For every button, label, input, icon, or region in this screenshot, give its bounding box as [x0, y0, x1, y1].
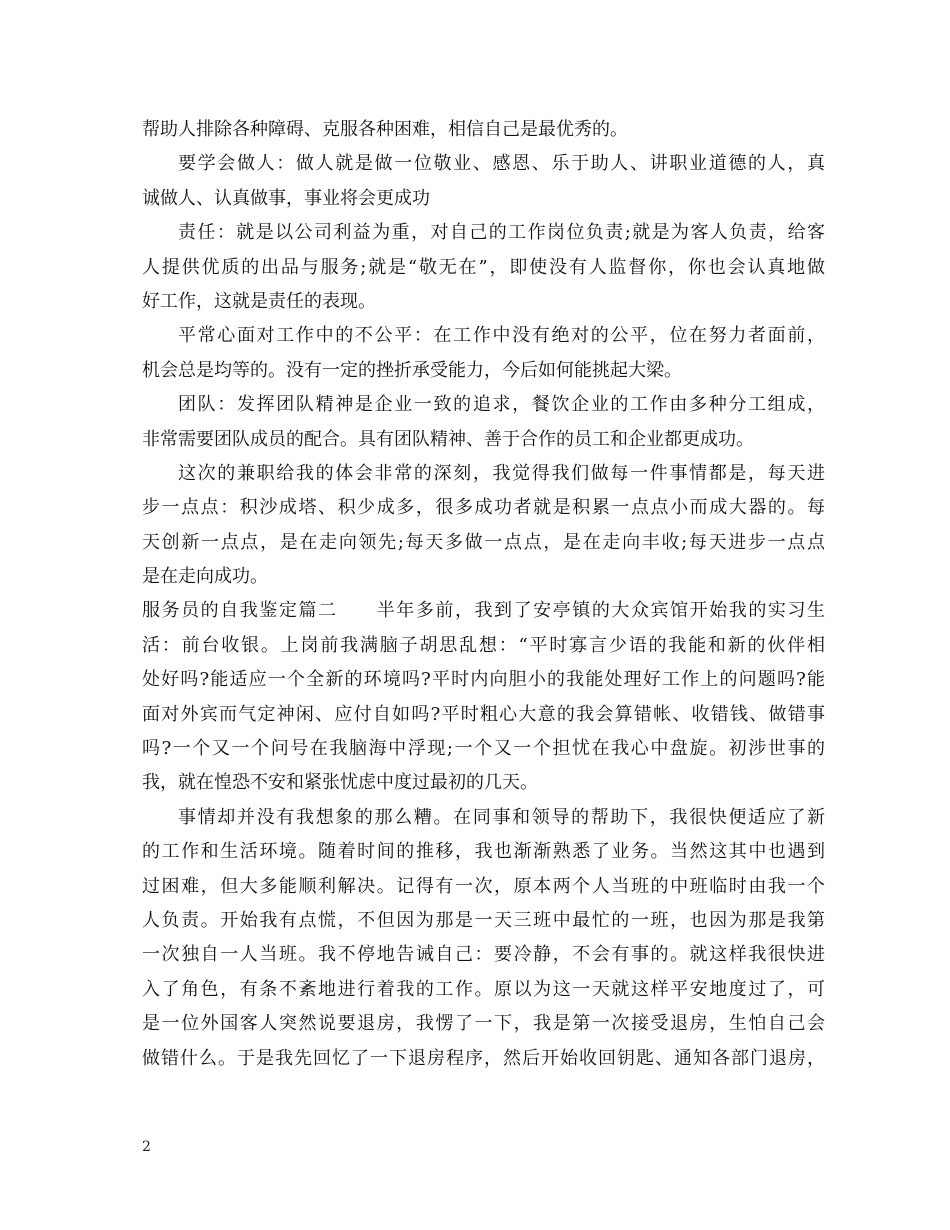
text-line: 我，就在惶恐不安和紧张忧虑中度过最初的几天。 — [142, 772, 538, 794]
text-line: 这次的兼职给我的体会非常的深刻，我觉得我们做每一件事情都是，每天进 — [178, 462, 825, 484]
text-line: 事情却并没有我想象的那么糟。在同事和领导的帮助下，我很快便适应了新 — [178, 806, 825, 828]
text-line: 过困难，但大多能顺利解决。记得有一次，原本两个人当班的中班临时由我一个 — [142, 875, 825, 897]
text-line: 非常需要团队成员的配合。具有团队精神、善于合作的员工和企业都更成功。 — [142, 428, 754, 450]
text-line: 人负责。开始我有点慌，不但因为那是一天三班中最忙的一班，也因为那是我第 — [142, 909, 825, 931]
text-line: 步一点点：积沙成塔、积少成多，很多成功者就是积累一点点小而成大器的。每 — [142, 497, 825, 519]
text-line: 入了角色，有条不紊地进行着我的工作。原以为这一天就这样平安地度过了，可 — [142, 978, 825, 1000]
text-line: 人提供优质的出品与服务;就是“敬无在”，即使没有人监督你，你也会认真地做 — [142, 256, 825, 278]
text-line: 的工作和生活环境。随着时间的推移，我也渐渐熟悉了业务。当然这其中也遇到 — [142, 841, 825, 863]
text-line: 一次独自一人当班。我不停地告诫自己：要冷静，不会有事的。就这样我很快进 — [142, 944, 825, 966]
text-line: 天创新一点点，是在走向领先;每天多做一点点，是在走向丰收;每天进步一点点 — [142, 531, 825, 553]
text-line: 平常心面对工作中的不公平：在工作中没有绝对的公平，位在努力者面前， — [178, 325, 825, 347]
text-line: 处好吗?能适应一个全新的环境吗?平时内向胆小的我能处理好工作上的问题吗?能 — [142, 669, 825, 691]
text-line: 吗?一个又一个问号在我脑海中浮现;一个又一个担忧在我心中盘旋。初涉世事的 — [142, 738, 825, 760]
text-line: 帮助人排除各种障碍、克服各种困难，相信自己是最优秀的。 — [142, 119, 628, 140]
text-line: 责任：就是以公司利益为重，对自己的工作岗位负责;就是为客人负责，给客 — [178, 222, 825, 244]
text-line: 诚做人、认真做事，事业将会更成功 — [142, 187, 430, 209]
text-line: 是在走向成功。 — [142, 566, 268, 588]
text-line: 好工作，这就是责任的表现。 — [142, 290, 376, 312]
body-text — [142, 113, 825, 1076]
text-line: 做错什么。于是我先回忆了一下退房程序，然后开始收回钥匙、通知各部门退房， — [142, 1047, 825, 1069]
text-line: 是一位外国客人突然说要退房，我愣了一下，我是第一次接受退房，生怕自己会 — [142, 1013, 825, 1035]
text-line: 面对外宾而气定神闲、应付自如吗?平时粗心大意的我会算错帐、收错钱、做错事 — [142, 703, 825, 725]
text-line: 要学会做人：做人就是做一位敬业、感恩、乐于助人、讲职业道德的人，真 — [178, 153, 825, 175]
text-line: 机会总是均等的。没有一定的挫折承受能力，今后如何能挑起大梁。 — [142, 359, 682, 381]
section-heading-line: 服务员的自我鉴定篇二 半年多前，我到了安亭镇的大众宾馆开始我的实习生 — [142, 600, 825, 622]
text-line: 活：前台收银。上岗前我满脑子胡思乱想：“平时寡言少语的我能和新的伙伴相 — [142, 634, 825, 656]
text-line: 团队：发挥团队精神是企业一致的追求，餐饮企业的工作由多种分工组成， — [178, 394, 825, 416]
page-number: 2 — [142, 1139, 151, 1155]
